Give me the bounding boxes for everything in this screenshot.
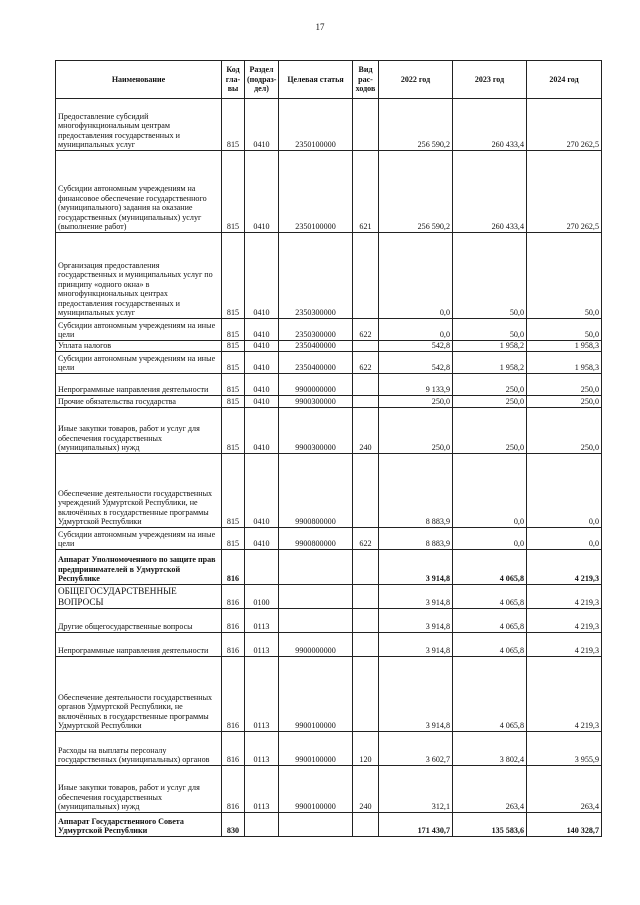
cell-code: 816 bbox=[222, 633, 245, 657]
table-row bbox=[56, 374, 602, 396]
cell-code: 830 bbox=[222, 813, 245, 837]
cell-type bbox=[353, 657, 379, 732]
cell-y2023: 50,0 bbox=[453, 233, 527, 319]
cell-y2022: 312,1 bbox=[379, 766, 453, 813]
cell-y2022: 250,0 bbox=[379, 408, 453, 454]
cell-y2024: 4 219,3 bbox=[527, 585, 602, 609]
cell-type: 622 bbox=[353, 528, 379, 550]
cell-article: 9900000000 bbox=[279, 374, 353, 396]
table-row bbox=[56, 454, 602, 528]
cell-y2022: 3 914,8 bbox=[379, 609, 453, 633]
cell-y2022: 3 602,7 bbox=[379, 732, 453, 766]
cell-name: Субсидии автономным учреждениям на иные цели bbox=[56, 528, 222, 550]
cell-y2022: 250,0 bbox=[379, 396, 453, 408]
cell-name: Иные закупки товаров, работ и услуг для обеспечения государственных (муниципальных) нужд bbox=[56, 408, 222, 454]
cell-section bbox=[245, 550, 279, 585]
cell-y2022: 171 430,7 bbox=[379, 813, 453, 837]
cell-section: 0410 bbox=[245, 454, 279, 528]
cell-y2024: 4 219,3 bbox=[527, 633, 602, 657]
header-name: Наименование bbox=[56, 61, 222, 99]
cell-type: 622 bbox=[353, 352, 379, 374]
cell-section: 0410 bbox=[245, 374, 279, 396]
cell-section: 0113 bbox=[245, 657, 279, 732]
cell-y2024: 4 219,3 bbox=[527, 657, 602, 732]
cell-code: 815 bbox=[222, 408, 245, 454]
cell-article: 2350300000 bbox=[279, 233, 353, 319]
cell-type: 622 bbox=[353, 319, 379, 341]
cell-type bbox=[353, 609, 379, 633]
cell-name: Предоставление субсидий многофункциональным центрам предоставления государственных и муниципальных услуг bbox=[56, 99, 222, 151]
cell-article: 9900100000 bbox=[279, 766, 353, 813]
header-2024: 2024 год bbox=[527, 61, 602, 99]
cell-code: 815 bbox=[222, 528, 245, 550]
cell-section: 0113 bbox=[245, 732, 279, 766]
cell-section bbox=[245, 813, 279, 837]
cell-code: 815 bbox=[222, 396, 245, 408]
table-row bbox=[56, 408, 602, 454]
cell-article bbox=[279, 813, 353, 837]
cell-name: Субсидии автономным учреждениям на финансовое обеспечение государственного (муниципального) задания на оказание государственных (муниципальных) услуг (выполнение работ) bbox=[56, 151, 222, 233]
cell-y2022: 9 133,9 bbox=[379, 374, 453, 396]
cell-article: 2350400000 bbox=[279, 341, 353, 352]
cell-y2024: 0,0 bbox=[527, 454, 602, 528]
cell-section: 0410 bbox=[245, 528, 279, 550]
cell-article: 9900800000 bbox=[279, 454, 353, 528]
cell-y2024: 3 955,9 bbox=[527, 732, 602, 766]
cell-name: ОБЩЕГОСУДАРСТВЕННЫЕ ВОПРОСЫ bbox=[56, 585, 222, 609]
cell-y2024: 140 328,7 bbox=[527, 813, 602, 837]
cell-article: 9900800000 bbox=[279, 528, 353, 550]
cell-article: 9900300000 bbox=[279, 408, 353, 454]
cell-y2023: 260 433,4 bbox=[453, 151, 527, 233]
cell-y2022: 3 914,8 bbox=[379, 657, 453, 732]
header-2022: 2022 год bbox=[379, 61, 453, 99]
cell-y2023: 4 065,8 bbox=[453, 657, 527, 732]
cell-code: 815 bbox=[222, 99, 245, 151]
cell-article: 9900300000 bbox=[279, 396, 353, 408]
table-row bbox=[56, 657, 602, 732]
cell-name: Прочие обязательства государства bbox=[56, 396, 222, 408]
cell-y2022: 3 914,8 bbox=[379, 633, 453, 657]
cell-code: 816 bbox=[222, 550, 245, 585]
cell-code: 816 bbox=[222, 732, 245, 766]
cell-name: Иные закупки товаров, работ и услуг для обеспечения государственных (муниципальных) нужд bbox=[56, 766, 222, 813]
cell-article bbox=[279, 550, 353, 585]
cell-y2023: 0,0 bbox=[453, 528, 527, 550]
cell-y2023: 250,0 bbox=[453, 396, 527, 408]
cell-y2023: 250,0 bbox=[453, 374, 527, 396]
table-row bbox=[56, 609, 602, 633]
header-2023: 2023 год bbox=[453, 61, 527, 99]
cell-y2022: 3 914,8 bbox=[379, 585, 453, 609]
cell-y2023: 4 065,8 bbox=[453, 550, 527, 585]
cell-section: 0113 bbox=[245, 609, 279, 633]
cell-y2023: 135 583,6 bbox=[453, 813, 527, 837]
cell-code: 815 bbox=[222, 319, 245, 341]
cell-y2022: 542,8 bbox=[379, 352, 453, 374]
cell-type bbox=[353, 233, 379, 319]
cell-y2024: 1 958,3 bbox=[527, 352, 602, 374]
cell-type: 621 bbox=[353, 151, 379, 233]
cell-y2023: 3 802,4 bbox=[453, 732, 527, 766]
cell-type bbox=[353, 585, 379, 609]
table-row bbox=[56, 233, 602, 319]
cell-name: Обеспечение деятельности государственных органов Удмуртской Республики, не включённых в государственные программы Удмуртской Республики bbox=[56, 657, 222, 732]
header-type: Вид рас- ходов bbox=[353, 61, 379, 99]
cell-y2023: 4 065,8 bbox=[453, 585, 527, 609]
table-row bbox=[56, 396, 602, 408]
cell-name: Расходы на выплаты персоналу государственных (муниципальных) органов bbox=[56, 732, 222, 766]
table-row bbox=[56, 99, 602, 151]
cell-section: 0410 bbox=[245, 408, 279, 454]
cell-y2024: 50,0 bbox=[527, 233, 602, 319]
table-body bbox=[56, 99, 602, 837]
cell-section: 0113 bbox=[245, 633, 279, 657]
table-row bbox=[56, 585, 602, 609]
cell-type: 120 bbox=[353, 732, 379, 766]
budget-table bbox=[55, 60, 602, 837]
cell-y2023: 250,0 bbox=[453, 408, 527, 454]
cell-y2022: 542,8 bbox=[379, 341, 453, 352]
cell-article bbox=[279, 585, 353, 609]
cell-article: 2350100000 bbox=[279, 99, 353, 151]
cell-section: 0410 bbox=[245, 396, 279, 408]
cell-name: Аппарат Уполномоченного по защите прав предпринимателей в Удмуртской Республике bbox=[56, 550, 222, 585]
cell-name: Непрограммные направления деятельности bbox=[56, 374, 222, 396]
cell-name: Субсидии автономным учреждениям на иные цели bbox=[56, 319, 222, 341]
table-row bbox=[56, 732, 602, 766]
cell-type: 240 bbox=[353, 766, 379, 813]
cell-code: 816 bbox=[222, 766, 245, 813]
cell-y2024: 0,0 bbox=[527, 528, 602, 550]
cell-article: 2350100000 bbox=[279, 151, 353, 233]
cell-y2024: 250,0 bbox=[527, 396, 602, 408]
table-row bbox=[56, 151, 602, 233]
cell-y2022: 8 883,9 bbox=[379, 454, 453, 528]
cell-code: 815 bbox=[222, 352, 245, 374]
cell-y2023: 1 958,2 bbox=[453, 341, 527, 352]
cell-y2024: 250,0 bbox=[527, 408, 602, 454]
cell-code: 815 bbox=[222, 341, 245, 352]
cell-name: Непрограммные направления деятельности bbox=[56, 633, 222, 657]
cell-y2023: 263,4 bbox=[453, 766, 527, 813]
cell-y2022: 0,0 bbox=[379, 319, 453, 341]
cell-type bbox=[353, 550, 379, 585]
cell-article: 2350400000 bbox=[279, 352, 353, 374]
table-header-row bbox=[56, 61, 602, 99]
cell-name: Обеспечение деятельности государственных учреждений Удмуртской Республики, не включённых в государственные программы Удмуртской Республики bbox=[56, 454, 222, 528]
table-row bbox=[56, 813, 602, 837]
cell-y2024: 1 958,3 bbox=[527, 341, 602, 352]
cell-y2022: 3 914,8 bbox=[379, 550, 453, 585]
cell-y2024: 50,0 bbox=[527, 319, 602, 341]
cell-y2024: 263,4 bbox=[527, 766, 602, 813]
cell-type bbox=[353, 454, 379, 528]
cell-section: 0410 bbox=[245, 233, 279, 319]
cell-article bbox=[279, 609, 353, 633]
cell-type bbox=[353, 99, 379, 151]
cell-y2022: 0,0 bbox=[379, 233, 453, 319]
cell-section: 0410 bbox=[245, 341, 279, 352]
cell-name: Организация предоставления государственных и муниципальных услуг по принципу «одного окна» в многофункциональных центрах предоставления государственных и муниципальных услуг bbox=[56, 233, 222, 319]
cell-code: 816 bbox=[222, 609, 245, 633]
table-row bbox=[56, 528, 602, 550]
cell-y2024: 4 219,3 bbox=[527, 550, 602, 585]
cell-type: 240 bbox=[353, 408, 379, 454]
cell-article: 9900000000 bbox=[279, 633, 353, 657]
cell-article: 9900100000 bbox=[279, 732, 353, 766]
cell-y2024: 4 219,3 bbox=[527, 609, 602, 633]
cell-type bbox=[353, 633, 379, 657]
cell-section: 0410 bbox=[245, 151, 279, 233]
cell-section: 0100 bbox=[245, 585, 279, 609]
cell-type bbox=[353, 341, 379, 352]
header-article: Целевая статья bbox=[279, 61, 353, 99]
table-row bbox=[56, 341, 602, 352]
header-code: Код гла- вы bbox=[222, 61, 245, 99]
table-row bbox=[56, 550, 602, 585]
cell-section: 0410 bbox=[245, 352, 279, 374]
table-row bbox=[56, 352, 602, 374]
cell-name: Аппарат Государственного Совета Удмуртской Республики bbox=[56, 813, 222, 837]
cell-type bbox=[353, 396, 379, 408]
cell-code: 815 bbox=[222, 233, 245, 319]
cell-y2023: 4 065,8 bbox=[453, 633, 527, 657]
cell-section: 0410 bbox=[245, 99, 279, 151]
cell-y2022: 256 590,2 bbox=[379, 99, 453, 151]
cell-y2023: 50,0 bbox=[453, 319, 527, 341]
cell-name: Уплата налогов bbox=[56, 341, 222, 352]
table-row bbox=[56, 766, 602, 813]
cell-code: 815 bbox=[222, 454, 245, 528]
cell-section: 0410 bbox=[245, 319, 279, 341]
cell-y2022: 256 590,2 bbox=[379, 151, 453, 233]
cell-code: 816 bbox=[222, 585, 245, 609]
cell-y2024: 270 262,5 bbox=[527, 99, 602, 151]
cell-section: 0113 bbox=[245, 766, 279, 813]
cell-code: 816 bbox=[222, 657, 245, 732]
cell-y2024: 250,0 bbox=[527, 374, 602, 396]
cell-name: Другие общегосударственные вопросы bbox=[56, 609, 222, 633]
cell-y2023: 1 958,2 bbox=[453, 352, 527, 374]
page-number: 17 bbox=[315, 22, 325, 32]
cell-type bbox=[353, 813, 379, 837]
cell-code: 815 bbox=[222, 151, 245, 233]
table-row bbox=[56, 633, 602, 657]
cell-article: 2350300000 bbox=[279, 319, 353, 341]
cell-type bbox=[353, 374, 379, 396]
cell-y2023: 4 065,8 bbox=[453, 609, 527, 633]
cell-article: 9900100000 bbox=[279, 657, 353, 732]
cell-code: 815 bbox=[222, 374, 245, 396]
cell-y2022: 8 883,9 bbox=[379, 528, 453, 550]
cell-y2024: 270 262,5 bbox=[527, 151, 602, 233]
cell-y2023: 260 433,4 bbox=[453, 99, 527, 151]
table-row bbox=[56, 319, 602, 341]
cell-name: Субсидии автономным учреждениям на иные цели bbox=[56, 352, 222, 374]
cell-y2023: 0,0 bbox=[453, 454, 527, 528]
header-section: Раздел (подраз- дел) bbox=[245, 61, 279, 99]
